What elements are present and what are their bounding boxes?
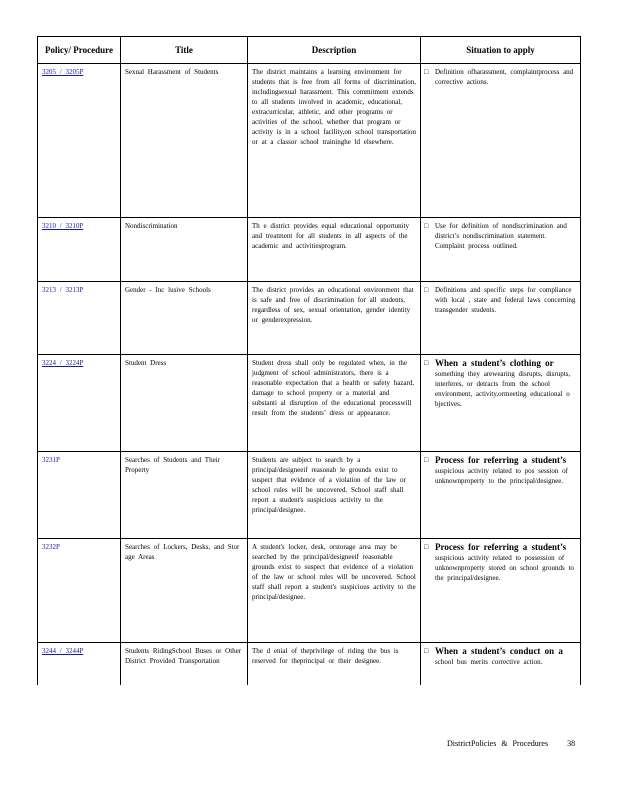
situation-text: □ Definitions and specific steps for compliance with local , state and federal laws concerning transgender students. [425, 285, 576, 315]
situation-text: suspicious activity related to possession of unknownproperty stored on school grounds to the principal/designee. [435, 554, 574, 582]
situation-cell [421, 218, 581, 282]
policy-link[interactable]: 3244 / 3244P [42, 647, 84, 655]
situation-cell [421, 282, 581, 355]
situation-cell [421, 452, 581, 539]
situation-block [425, 542, 576, 583]
description-cell: The district maintains a learning environment for students that is free from all forms of discrimination, includingsexual harassment. This commitment extends to all students involved in academic, educational, extracurricular, athletic, and other programs or activities of the school, whether that program or activity is in a school facility,on school transportation or at a classor school traininghe ld elsewhere. [248, 64, 421, 218]
policy-link[interactable]: 3224 / 3224P [42, 359, 84, 367]
description-cell: Student dress shall only be regulated when, in the judgment of school administrators, there is a reasonable expectation that a health or safety hazard, damage to school property or a material and substanti al disruption of the educational processwill result from the students’ dress or appearance. [248, 355, 421, 452]
description-cell: A student's locker, desk, orstorage area may be searched by the principal/designeeif reasonable grounds exist to suspect that evidence of a violation of the law or school rules will be uncovered. School staff shall report a student's suspicious activity to the principal/designee. [248, 539, 421, 643]
situation-cell [421, 539, 581, 643]
description-cell: Th e district provides equal educational opportunity and treatment for all students in all aspects of the academic and activitiesprogram. [248, 218, 421, 282]
situation-lead: Process for referring a student’s [435, 542, 567, 552]
description-cell: Students are subject to search by a principal/designeeif reasonab le grounds exist to suspect that evidence of a violation of the law or school rules will be uncovered. School staff shall report a student's suspicious activity to the principal/designee. [248, 452, 421, 539]
table-row [38, 282, 581, 355]
situation-cell [421, 64, 581, 218]
policy-cell [38, 452, 121, 539]
title-cell: Sexual Harassment of Students [121, 64, 248, 218]
title-cell: Gender - Inc lusive Schools [121, 282, 248, 355]
title-cell: Student Dress [121, 355, 248, 452]
table-header-row [38, 37, 581, 64]
table-row [38, 64, 581, 218]
situation-block [425, 646, 576, 667]
description-cell: The district provides an educational environment that is safe and free of discrimination for all students, regardless of sex, sexual orientation, gender identity or genderexpression. [248, 282, 421, 355]
situation-cell [421, 643, 581, 686]
policy-cell [38, 355, 121, 452]
header-policy: Policy/ Procedure [38, 37, 121, 64]
table-row [38, 218, 581, 282]
policy-link[interactable]: 3210 / 3210P [42, 222, 84, 230]
situation-block [425, 358, 576, 409]
situation-text: suspicious activity related to pos session of unknownproperty to the principal/designee. [435, 467, 568, 485]
policy-cell [38, 282, 121, 355]
situation-text: school bus merits corrective action. [435, 658, 543, 666]
situation-lead: Process for referring a student’s [435, 455, 567, 465]
table-row [38, 452, 581, 539]
policy-number: 3213 / 3213P [42, 286, 84, 294]
policy-table [37, 36, 581, 685]
header-title: Title [121, 37, 248, 64]
header-description: Description [248, 37, 421, 64]
table-row [38, 355, 581, 452]
policy-cell [38, 643, 121, 686]
situation-lead: When a student’s conduct on a [435, 646, 563, 656]
policy-link[interactable]: 3205 / 3205P [42, 68, 84, 76]
title-cell: Nondiscrimination [121, 218, 248, 282]
situation-lead: When a student’s clothing or [435, 358, 554, 368]
policy-cell [38, 64, 121, 218]
title-cell: Searches of Lockers, Desks, and Stor age Areas [121, 539, 248, 643]
situation-text: something they arewearing disrupts, disrupts, interferes, or detracts from the school environment, activity,ormeeting educational o bjectives. [435, 370, 571, 408]
situation-block [425, 455, 576, 486]
situation-text: □ Use for definition of nondiscrimination and district’s nondiscrimination statement. Complaint process outlined. [425, 221, 576, 251]
policy-cell [38, 539, 121, 643]
table-row [38, 539, 581, 643]
policy-number: 3231P [42, 456, 60, 464]
policy-number: 3232P [42, 543, 60, 551]
footer-text: DistrictPolicies & Procedures [447, 739, 549, 748]
header-situation: Situation to apply [421, 37, 581, 64]
page-footer [447, 739, 575, 748]
title-cell: Searches of Students and Their Property [121, 452, 248, 539]
situation-cell [421, 355, 581, 452]
situation-text: □ Definition ofharassment, complaintprocess and corrective actions. [425, 67, 576, 87]
title-cell: Students RidingSchool Buses or Other District Provided Transportation [121, 643, 248, 686]
description-cell: The d enial of theprivilege of riding the bus is reserved for theprincipal or their designee. [248, 643, 421, 686]
table-row [38, 643, 581, 686]
policy-cell [38, 218, 121, 282]
page-number: 38 [567, 739, 576, 748]
